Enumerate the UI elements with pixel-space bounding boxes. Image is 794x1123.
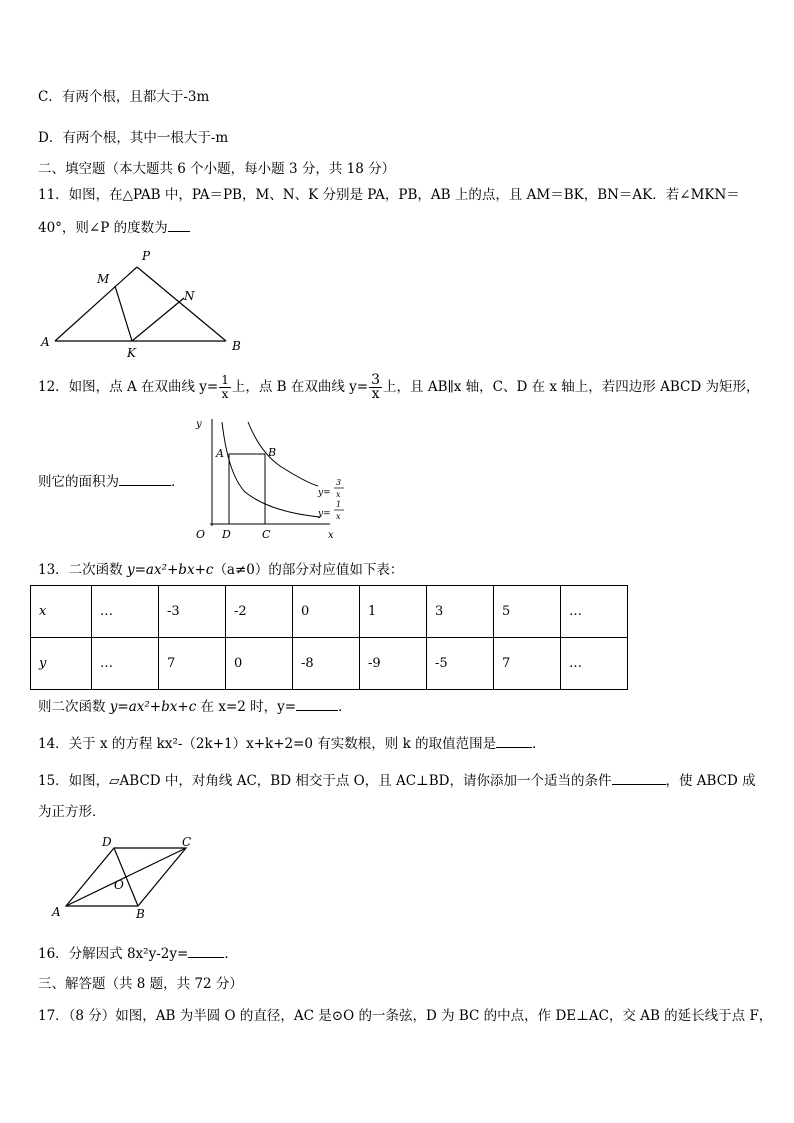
q16: 16．分解因式 8x²y-2y= ． xyxy=(38,946,238,962)
curve1-den: x xyxy=(336,512,341,521)
label-b: B xyxy=(232,339,241,353)
q15-parallelogram-figure xyxy=(44,832,204,924)
table-cell: -3 xyxy=(159,586,226,638)
table-cell: … xyxy=(92,638,159,690)
table-row-x xyxy=(31,586,628,638)
graph-label-a: A xyxy=(216,447,224,460)
table-cell: 7 xyxy=(494,638,561,690)
table-cell: -2 xyxy=(226,586,293,638)
curve3-den: x xyxy=(336,490,341,499)
q12-line2: 则它的面积为 ． xyxy=(38,474,185,490)
table-cell: 0 xyxy=(293,586,360,638)
table-cell: 0 xyxy=(226,638,293,690)
section2-header: 二、填空题（本大题共 6 个小题，每小题 3 分，共 18 分） xyxy=(38,161,396,177)
q11-line2: 40°，则∠P 的度数为 xyxy=(38,219,190,237)
q14: 14．关于 x 的方程 kx²-（2k+1）x+k+2=0 有实数根，则 k 的取值范围是 ． xyxy=(38,736,546,752)
option-c: C．有两个根，且都大于-3m xyxy=(38,89,210,105)
q12-frac-3-over-x: $\frac{3}{x}$ xyxy=(371,372,381,402)
q12-answer-blank[interactable] xyxy=(119,473,171,486)
label-d: D xyxy=(102,835,112,849)
q11-triangle-figure xyxy=(38,246,258,361)
curve3-num: 3 xyxy=(336,478,342,487)
label-n: N xyxy=(184,289,195,303)
graph-label-d: D xyxy=(222,528,231,541)
label-b: B xyxy=(136,907,145,921)
label-m: M xyxy=(97,272,110,286)
label-c: C xyxy=(182,835,192,849)
q13-question: 则二次函数 y=ax²+bx+c 在 x=2 时，y= ． xyxy=(38,699,352,715)
table-cell: … xyxy=(561,586,628,638)
curve1-prefix: y= xyxy=(318,509,331,519)
curve3-prefix: y= xyxy=(318,488,331,498)
table-row-y xyxy=(31,638,628,690)
table-cell: 1 xyxy=(360,586,427,638)
q12-line1: 12．如图，点 A 在双曲线 y= $\frac{1}{x}$ 上，点 B 在双曲线 y= $\frac{3}{x}$ 上，且 AB∥x 轴，C、D 在 x 轴上，若四边形 ABCD 为矩形， xyxy=(38,372,760,402)
graph-x-axis-label: x xyxy=(328,530,334,541)
table-cell: … xyxy=(92,586,159,638)
graph-y-axis-label: y xyxy=(196,419,202,430)
q13-intro: 13．二次函数 y=ax²+bx+c（a≠0）的部分对应值如下表： xyxy=(38,562,404,578)
table-cell: 5 xyxy=(494,586,561,638)
table-cell: x xyxy=(31,586,92,638)
table-cell: -9 xyxy=(360,638,427,690)
table-cell: y xyxy=(31,638,92,690)
graph-label-b: B xyxy=(268,446,277,459)
label-k: K xyxy=(127,346,136,360)
q11-answer-blank[interactable] xyxy=(168,219,190,232)
graph-label-c: C xyxy=(262,528,271,541)
table-cell: 7 xyxy=(159,638,226,690)
label-p: P xyxy=(142,249,151,263)
q13-answer-blank[interactable] xyxy=(296,698,338,711)
label-o: O xyxy=(114,878,124,892)
q17: 17．（8 分）如图，AB 为半圆 O 的直径，AC 是⊙O 的一条弦，D 为 BC 的中点，作 DE⊥AC，交 AB 的延长线于点 F， xyxy=(38,1008,773,1024)
label-a: A xyxy=(52,905,61,919)
q15-answer-blank[interactable] xyxy=(612,772,666,785)
table-cell: 3 xyxy=(427,586,494,638)
table-cell: -8 xyxy=(293,638,360,690)
curve1-num: 1 xyxy=(336,500,342,509)
section3-header: 三、解答题（共 8 题，共 72 分） xyxy=(38,976,243,992)
q12-hyperbola-graph xyxy=(190,414,360,544)
label-a: A xyxy=(41,335,50,349)
q12-frac-1-over-x: $\frac{1}{x}$ xyxy=(221,373,229,401)
graph-origin-label: O xyxy=(196,528,206,541)
q15-line1: 15．如图，▱ABCD 中，对角线 AC，BD 相交于点 O，且 AC⊥BD，请你添加一个适当的条件 ，使 ABCD 成 xyxy=(38,773,756,789)
table-cell: … xyxy=(561,638,628,690)
option-d: D．有两个根，其中一根大于-m xyxy=(38,130,229,146)
q16-answer-blank[interactable] xyxy=(188,945,224,958)
q15-line2: 为正方形． xyxy=(38,804,106,820)
q13-value-table xyxy=(30,585,628,690)
table-cell: -5 xyxy=(427,638,494,690)
q11-line1: 11．如图，在△PAB 中，PA＝PB，M、N、K 分别是 PA，PB，AB 上的点，且 AM＝BK，BN＝AK．若∠MKN＝ xyxy=(38,187,740,203)
q14-answer-blank[interactable] xyxy=(496,735,532,748)
